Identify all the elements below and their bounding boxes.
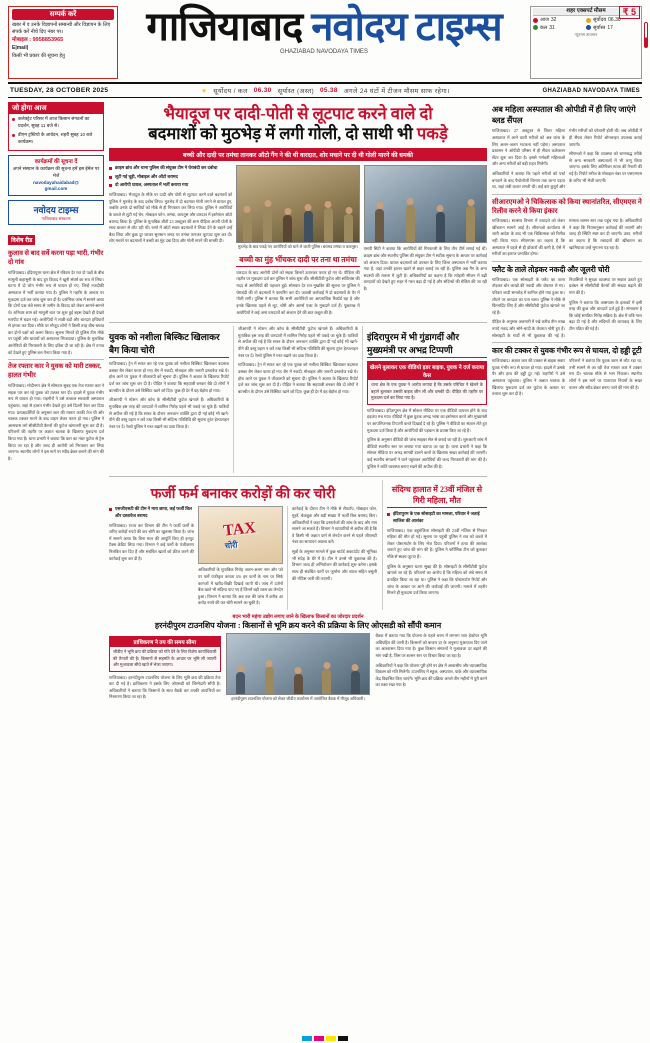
edition-logo-sub: गाजियाबाद संस्करण — [41, 216, 71, 222]
right-story-4-title: कार की टक्कर से युवक गंभीर रूप से घायल, दो हड्डी टूटी — [492, 346, 642, 356]
today-events-list — [12, 116, 100, 146]
right-story-2-body: गाजियाबाद। स्वास्थ्य विभाग में तबादले को लेकर खींचतान सामने आई है। सीएमओ कार्यालय से जारी आदेश के बाद भी एक चिकित्सक को रिलीव नहीं किया गया। सीएमएस का कहना है कि अस्पताल में पहले से ही डॉक्टरों की कमी है, ऐसे में मरीजों का इलाज प्रभावित होगा। — [492, 218, 565, 257]
main-column — [109, 102, 487, 1042]
fraud-body-3: कार्रवाई के दौरान टीम ने मौके से लैपटॉप, मोबाइल फोन, मुहरें, चेकबुक और बड़ी संख्या में फर्जी बिल बरामद किए। अधिकारियों ने कहा कि दस्तावेजों की जांच के बाद और नाम सामने आ सकते हैं। विभाग ने व्यापारियों से अपील की है कि वे किसी भी अज्ञात फर्म से लेनदेन करने से पहले जीएसटी नंबर का सत्यापन अवश्य करें। — [292, 506, 377, 545]
floor-story-title: संदिग्ध हालात में 23वीं मंजिल से गिरी महिला, मौत — [387, 484, 487, 508]
bottom-right-body-2: अधिकारियों ने कहा कि योजना पूरी होने पर क्षेत्र में आवासीय और व्यावसायिक विकास को गति मिलेगी। टाउनशिप में स्कूल, अस्पताल, पार्क और व्यावसायिक केंद्र विकसित किए जाएंगे। भूमि क्रय की प्रक्रिया अगले तीन महीनों में पूरी करने का लक्ष्य रखा गया है। — [375, 662, 487, 688]
lead-col-1 — [109, 165, 232, 319]
weather-value: 17 — [607, 24, 613, 31]
right-story-3-body-2: पीड़ित के अनुसार अलमारी में रखे करीब तीन लाख रुपये नकद और सोने-चांदी के जेवरात चोरी हुए हैं। सोसाइटी के गार्डों से भी पूछताछ की गई है। निवासियों ने सुरक्षा व्यवस्था पर सवाल उठाते हुए प्रबंधन से सीसीटीवी कैमरों की संख्या बढ़ाने की मांग की है। — [492, 276, 642, 338]
left-story-1-body: गाजियाबाद। इंदिरापुरम थाना क्षेत्र में रविवार देर रात दो पक्षों के बीच मामूली कहासुनी के बाद हुए विवाद ने खूनी संघर्ष का रूप ले लिया। घटना में दो लोग गंभीर रूप से घायल हो गए, जिन्हें नजदीकी अस्पताल में भर्ती कराया गया है। पुलिस ने तहरीर के आधार पर मुकदमा दर्ज कर जांच शुरू कर दी है। प्रारंभिक जांच में सामने आया कि दोनों पक्ष लंबे समय से जमीन के विवाद को लेकर आमने-सामने थे। शनिवार शाम को मामूली बात पर शुरू हुई बहस देखते ही देखते मारपीट में बदल गई। आरोपियों ने लाठी-डंडों और धारदार हथियारों से हमला कर दिया। मौके पर मौजूद लोगों ने किसी तरह बीच-बचाव कर दोनों पक्षों को अलग किया। सूचना मिलते ही पुलिस टीम मौके पर पहुंची और घायलों को अस्पताल भिजवाया। पुलिस के मुताबिक आरोपियों की गिरफ्तारी के लिए दबिश दी जा रही है। क्षेत्र में तनाव को देखते हुए पुलिस बल तैनात किया गया है। — [8, 270, 104, 355]
mid-story-2-inset — [367, 361, 487, 405]
lead-subheadline: बच्ची और दादी पर तमंचा तानकर ऑटो गैंग ने की थी वारदात, शोर मचाने पर दी थी गोली मारने की धमकी — [109, 148, 487, 161]
right-story-1-body-3: सीएमओ ने कहा कि व्यवस्था को चरणबद्ध तरीके से अन्य सरकारी अस्पतालों में भी लागू किया जाएगा। इसके लिए अतिरिक्त स्टाफ की तैनाती की गई है। रिपोर्ट मरीज के मोबाइल नंबर पर एसएमएस के जरिए भी भेजी जाएगी। — [569, 151, 642, 183]
right-story-3 — [492, 265, 642, 339]
left-story-2-title: तेज रफ्तार कार ने युवक को मारी टक्कर, हालत गंभीर — [8, 363, 102, 380]
masthead — [8, 6, 642, 84]
bottom-strip — [109, 614, 487, 704]
fraud-row — [109, 480, 487, 610]
fraud-body-2: अधिकारियों के मुताबिक गिरोह अलग-अलग नाम और पते पर फर्में पंजीकृत कराता था। इन फर्मों के नाम पर सिर्फ कागजों में खरीद-बिक्री दिखाई जाती थी। जांच में दर्जनों बैंक खाते भी संदिग्ध पाए गए हैं जिनमें बड़ी रकम का लेनदेन हुआ। विभाग ने बताया कि अब तक की जांच में करीब 40 करोड़ रुपये की कर चोरी सामने आ चुकी है। — [198, 567, 283, 606]
fraud-col-2 — [198, 506, 283, 610]
promo-title: सम्पर्क करें — [12, 9, 114, 20]
divider — [8, 359, 104, 360]
tax-art-main: TAX — [222, 519, 257, 540]
mid-story-1-body-2: जीआरपी ने स्टेशन और कोच के सीसीटीवी फुटेज खंगाले हैं। अधिकारियों के मुताबिक इस तरह की वारदातों में शामिल गिरोह पहले भी पकड़े जा चुके हैं। यात्रियों से अपील की गई है कि सफर के दौरान अनजान व्यक्ति द्वारा दी गई कोई भी खाने-पीने की वस्तु ग्रहण न करें तथा किसी भी संदिग्ध गतिविधि की सूचना तुरंत हेल्पलाइन नंबर पर दें। रेलवे पुलिस ने गश्त बढ़ाने का दावा किया है। — [109, 397, 229, 429]
moon-icon — [586, 25, 591, 30]
paper-title-main: गाजियाबाद — [146, 4, 303, 49]
fraud-story — [109, 480, 377, 610]
fraud-headline: फर्जी फर्म बनाकर करोड़ों की कर चोरी — [150, 487, 336, 503]
sun-icon — [586, 18, 591, 23]
cover-price: ₹ 5 — [619, 6, 640, 19]
right-story-3-body-3: पुलिस ने बताया कि आसपास के इलाकों में इसी तरह की कुछ और वारदातें दर्ज हुई हैं। संभावना है कि कोई संगठित गिरोह सक्रिय है। क्षेत्र में रात्रि गश्त बढ़ा दी गई है और संदिग्धों की धरपकड़ के लिए टीम गठित की गई है। — [569, 299, 642, 332]
fraud-body-4: सूत्रों के अनुसार मामले में कुछ चार्टर्ड अकाउंटेंट की भूमिका भी संदेह के घेरे में है। टीम ने उनसे भी पूछताछ की है। विभाग जल्द ही अभियोजन की कार्रवाई शुरू करेगा। इसके साथ ही संबंधित फर्मों पर जुर्माना और ब्याज सहित वसूली की नोटिस जारी की जाएगी। — [292, 549, 377, 581]
editors-pick-label: विशेष रीड — [8, 235, 35, 245]
left-story-1-title: कुलाव से बाद सर्वे करना पड़ा भारी, गंभीर दो गांव — [8, 250, 104, 267]
lead-photo-caption: मुठभेड़ के बाद पकड़े गए आरोपियों को थाने ले जाती पुलिस। बरामद तमंचा व कारतूस। — [238, 244, 358, 250]
fraud-body-1: गाजियाबाद। राज्य कर विभाग की टीम ने फर्जी फर्मों के जरिए करोड़ों रुपये की कर चोरी का खुलासा किया है। जांच में सामने आया कि बिना माल की आपूर्ति किए ही इनपुट टैक्स क्रेडिट लिया गया। विभाग ने कई फर्मों के पंजीकरण निलंबित कर दिए हैं और संबंधित खातों को फ्रीज करने की कार्रवाई शुरू कर दी है। — [109, 522, 194, 561]
tax-art-sub: चोरी — [224, 540, 239, 551]
lead-three-col — [109, 165, 487, 319]
bottom-headline: हरनंदीपुरम टाउनशिप योजना : किसानों से भूमि क्रय करने की प्रक्रिया के लिए ओएसडी को सौंपी कमान — [154, 621, 442, 631]
list-item: दो आरोपी घायल, अस्पताल में भर्ती कराया गया — [109, 182, 232, 189]
floor-story — [382, 480, 487, 610]
edition-logo-main: नवोदय टाइम्स — [33, 205, 79, 216]
weather-value: 31 — [549, 24, 555, 31]
right-story-1 — [492, 105, 642, 191]
right-story-1-title: अब महिला अस्पताल की ओपीडी में ही लिए जाएंगे ब्लड सैंपल — [492, 105, 636, 125]
right-story-4-body-2: परिजनों ने बताया कि युवक काम से लौट रहा था, तभी सामने से आ रही तेज रफ्तार कार ने टक्कर मार दी। चालक मौके से भाग निकला। स्थानीय लोगों ने इस मार्ग पर यातायात नियमों के सख्त पालन और स्पीड ब्रेकर बनाए जाने की मांग की है। — [569, 358, 642, 390]
sunrise-time: 06.30 — [253, 87, 272, 94]
lead-box-title: बच्ची का मुंह भींचकर दादी पर तना था तमंचा — [236, 255, 359, 267]
divider — [492, 261, 642, 262]
right-story-3-body: गाजियाबाद। एक सोसाइटी के फ्लैट का ताला तोड़कर चोर लाखों की नकदी और जेवरात ले गए। परिवार शादी समारोह में शामिल होने गया हुआ था। लौटने पर वारदात का पता चला। पुलिस ने मौके से फिंगरप्रिंट लिए हैं और सीसीटीवी फुटेज खंगाले जा रहे हैं। — [492, 276, 565, 315]
list-item: कलेक्ट्रेट परिसर में आज किसान संगठनों का प्रदर्शन, सुबह 11 बजे से। — [12, 116, 100, 130]
promo-line-1: खबर में व उनके विज्ञापनों सम्बन्धी और विज्ञापन के लिए संपर्क करें नीचे दिए नंबर पर। — [12, 22, 111, 36]
divider — [492, 342, 642, 343]
mid-story-1 — [109, 326, 229, 473]
right-story-2 — [492, 198, 642, 258]
bottom-note-title: प्राधिकरण ने तय की समय सीमा — [110, 637, 220, 647]
sunset-time: 05.38 — [320, 87, 338, 94]
weather-value: 32 — [550, 17, 557, 24]
thermometer-icon — [644, 22, 648, 48]
weather-heading: शहर एक्सपर्ट मौसम — [533, 8, 639, 16]
divider — [109, 322, 487, 323]
sunrise-label: सूर्योदय / कल — [213, 88, 248, 95]
mid-story-1-title: युवक को नशीला बिस्किट खिलाकर बैग किया चोरी — [109, 330, 229, 358]
bottom-left — [109, 633, 221, 704]
fraud-col-1 — [109, 506, 194, 610]
registration-color-bar — [302, 1036, 348, 1041]
list-item: क्राइम ब्रांच और थाना पुलिस की संयुक्त टीम ने घेराबंदी कर दबोचा — [109, 165, 232, 172]
mid-story-1-cont-body: जीआरपी ने स्टेशन और कोच के सीसीटीवी फुटेज खंगाले हैं। अधिकारियों के मुताबिक इस तरह की वारदातों में शामिल गिरोह पहले भी पकड़े जा चुके हैं। यात्रियों से अपील की गई है कि सफर के दौरान अनजान व्यक्ति द्वारा दी गई कोई भी खाने-पीने की वस्तु ग्रहण न करें तथा किसी भी संदिग्ध गतिविधि की सूचना तुरंत हेल्पलाइन नंबर पर दें। रेलवे पुलिस ने गश्त बढ़ाने का दावा किया है। — [238, 326, 358, 358]
bottom-photo-wrap — [226, 633, 371, 704]
bottom-note — [109, 636, 221, 672]
weather-label: सूर्यास्त — [593, 24, 606, 31]
bottom-photo — [226, 633, 371, 695]
weather-marquee: अगले 24 घंटों में टीजन मौसम साफ रहेगा। — [343, 88, 450, 95]
lead-col-2 — [236, 165, 359, 319]
floor-story-body: गाजियाबाद। एक बहुमंजिला सोसाइटी की 23वीं मंजिल से गिरकर महिला की मौत हो गई। सूचना पर पहुंची पुलिस ने शव को कब्जे में लेकर पोस्टमार्टम के लिए भेज दिया। परिजनों ने हत्या की आशंका जताते हुए जांच की मांग की है। पुलिस ने फॉरेंसिक टीम को बुलाकर मौके से साक्ष्य जुटाए हैं। — [387, 527, 487, 560]
weather-label: आज — [540, 17, 549, 24]
weather-label: कल — [540, 24, 548, 31]
list-item: इंदिरापुरम के एक सोसाइटी का मामला, परिवार ने जताई साजिश की आशंका — [387, 511, 487, 524]
sunset-label: सूर्यास्त (अस्त) — [277, 88, 314, 95]
sunrise-icon: ☀ — [201, 87, 208, 95]
weather-sub: न्यूनतम तापमान — [574, 32, 598, 38]
contact-promo-box — [8, 6, 118, 79]
submit-events-line: अपने संस्थान के कार्यक्रम की सूचना हमें इस ईमेल पर भेजें — [12, 165, 100, 178]
lead-body-a: गाजियाबाद। भैयादूज के मौके पर दादी और पोती से लूटपाट करने वाले बदमाशों को पुलिस ने मुठभेड़ के बाद दबोच लिया। मुठभेड़ में दो बदमाश गोली लगने से घायल हुए, जबकि उनके दो साथियों को मौके से ही गिरफ्तार कर लिया गया। पुलिस ने आरोपियों के कब्जे से लूटी गई चेन, मोबाइल फोन, तमंचा, कारतूस और वारदात में इस्तेमाल ऑटो बरामद किया है। पुलिस के मुताबिक बीती 23 अक्टूबर की शाम पीड़िता अपनी पोती के साथ बाजार से लौट रही थीं। रास्ते में ऑटो सवार बदमाशों ने लिफ्ट देने के बहाने उन्हें बैठा लिया और कुछ दूर जाकर सुनसान जगह पर तमंचा तानकर लूटपाट शुरू कर दी। शोर मचाने पर बदमाशों ने बच्ची का मुंह दबा दिया और गोली मारने की धमकी दी। — [109, 192, 233, 244]
right-column — [492, 102, 642, 1042]
right-story-1-body-2: अधिकारियों ने बताया कि पहले मरीजों को पर्चा बनवाने के बाद पैथोलॉजी विभाग तक जाना पड़ता था, जहां लंबी कतार लगती थी। कई बार बुजुर्ग और गंभीर मरीजों को परेशानी होती थी। अब ओपीडी में ही सैंपल लेकर रिपोर्ट ऑनलाइन उपलब्ध कराई जाएगी। — [492, 128, 642, 190]
lead-photo — [236, 165, 359, 243]
mid-story-2 — [362, 326, 487, 473]
mid-story-2-title: इंदिरापुरम में भी गुंडागर्दी और मुख्यमंत्री पर अभद्र टिप्पणी — [367, 330, 487, 358]
left-story-2-body: गाजियाबाद। मोदीनगर क्षेत्र में सोमवार सुबह एक तेज रफ्तार कार ने सड़क पार कर रहे युवक को टक्कर मार दी। हादसे में युवक गंभीर रूप से घायल हो गया। राहगीरों ने उसे तत्काल सरकारी अस्पताल पहुंचाया, जहां से हालत गंभीर देखते हुए उसे दिल्ली रेफर कर दिया गया। प्रत्यक्षदर्शियों के अनुसार कार की रफ्तार काफी तेज थी और चालक टक्कर मारने के बाद वाहन लेकर फरार हो गया। पुलिस ने आसपास लगे सीसीटीवी कैमरों की फुटेज खंगालनी शुरू कर दी है। परिजनों की तहरीर पर अज्ञात चालक के खिलाफ मुकदमा दर्ज किया गया है। थाना प्रभारी ने बताया कि कार का नंबर फुटेज से ट्रेस किया जा रहा है और जल्द ही आरोपी को गिरफ्तार कर लिया जाएगा। स्थानीय लोगों ने इस मार्ग पर स्पीड ब्रेकर बनाने की मांग की है। — [8, 383, 104, 461]
right-story-1-body: गाजियाबाद। 27 अक्टूबर से जिला महिला अस्पताल में आने वाली मरीजों को अब जांच के लिए अलग-अलग भटकना नहीं पड़ेगा। अस्पताल प्रशासन ने ओपीडी परिसर में ही सैंपल कलेक्शन सेंटर शुरू कर दिया है। इससे गर्भवती महिलाओं और अन्य मरीजों को बड़ी राहत मिलेगी। — [492, 128, 565, 167]
left-story-1 — [8, 250, 104, 356]
mid-story-2-body-2: पुलिस के अनुसार वीडियो की जांच साइबर सेल से कराई जा रही है। शुरुआती जांच में वीडियो स्थानीय स्तर पर बनाया गया बताया जा रहा है। थाना प्रभारी ने कहा कि सोशल मीडिया पर अभद्र सामग्री डालने वालों के खिलाफ सख्त कार्रवाई की जाएगी। कई स्थानीय संगठनों ने थाने पहुंचकर आरोपियों की जल्द गिरफ्तारी की मांग की है। पुलिस ने शांति व्यवस्था बनाए रखने की अपील की है। — [367, 437, 487, 469]
fraud-col-3 — [287, 506, 377, 610]
list-item: लूटी गई चूड़ी, मोबाइल और ऑटो बरामद — [109, 174, 232, 181]
floor-story-body-2: पुलिस के अनुसार घटना सुबह की है। सोसाइटी के सीसीटीवी फुटेज खंगाले जा रहे हैं। परिजनों का आरोप है कि महिला को लंबे समय से प्रताड़ित किया जा रहा था। पुलिस ने कहा कि पोस्टमार्टम रिपोर्ट और जांच के आधार पर आगे की कार्रवाई की जाएगी। मामले में तहरीर मिलते ही मुकदमा दर्ज किया जाएगा। — [387, 563, 487, 596]
lead-headline — [109, 104, 487, 144]
lead-headline-line-2: बदमाशों को मुठभेड़ में लगी गोली, दो साथी भी — [148, 124, 413, 144]
divider — [109, 476, 487, 477]
issue-date: TUESDAY, 28 OCTOBER 2025 — [10, 87, 109, 94]
today-events-box — [8, 102, 104, 151]
bottom-photo-caption: हरनंदीपुरम टाउनशिप योजना को लेकर जीडीए कार्यालय में आयोजित बैठक में मौजूद अधिकारी। — [231, 696, 365, 702]
list-item: डीएम ट्रस्टियो के आवेदन, शहरी सुबह 10 बजे कार्यक्रम। — [12, 132, 100, 146]
paper-tagline: GHAZIABAD NAVODAYA TIMES — [280, 49, 368, 55]
bottom-right-body: बैठक में बताया गया कि योजना के पहले चरण में लगभग 500 हेक्टेयर भूमि अधिग्रहित की जानी है। किसानों को बाजार दर के अनुरूप मुआवजा दिए जाने का आश्वासन दिया गया है। कुछ किसान संगठनों ने मुआवजा दर बढ़ाने की मांग रखी है, जिस पर शासन स्तर पर विचार किया जा रहा है। — [375, 633, 487, 658]
masthead-title-block — [118, 6, 530, 79]
promo-note: किसी भी प्रकार की सूचना हेतु — [12, 53, 65, 60]
right-story-4 — [492, 346, 642, 398]
weather-label: सूर्योदय — [593, 17, 607, 24]
weather-dot-icon — [533, 25, 538, 30]
weather-row — [533, 25, 586, 32]
tax-illustration — [198, 506, 283, 564]
mid-story-2-body: गाजियाबाद। इंदिरापुरम क्षेत्र में सोशल मीडिया पर एक वीडियो वायरल होने के बाद हड़कंप मच गया। वीडियो में कुछ युवक अभद्र भाषा का इस्तेमाल करते और मुख्यमंत्री पर आपत्तिजनक टिप्पणी करते दिखाई दे रहे हैं। पुलिस ने वीडियो का संज्ञान लेते हुए मुकदमा दर्ज किया है और आरोपियों की पहचान के प्रयास किए जा रहे हैं। — [367, 407, 487, 433]
left-story-2 — [8, 363, 104, 462]
mid-story-2-inset-body: थाना क्षेत्र के एक युवक ने आरोप लगाया है कि उसके परिचित ने खेलने के बहाने बुलाकर उसकी बाइक छीन ली और धमकी दी। पीड़ित की तहरीर पर मुकदमा दर्ज कर लिया गया है। — [371, 382, 483, 401]
mid-story-1-body: गाजियाबाद। ट्रेन में सफर कर रहे एक युवक को नशीला बिस्किट खिलाकर बदमाश उसका बैग लेकर फरार हो गए। बैग में नकदी, मोबाइल और जरूरी दस्तावेज रखे थे। होश आने पर युवक ने जीआरपी को सूचना दी। पुलिस ने अज्ञात के खिलाफ रिपोर्ट दर्ज कर जांच शुरू कर दी है। पीड़ित ने बताया कि सहयात्री बनकर बैठे दो लोगों ने बातचीत के दौरान उसे बिस्किट खाने को दिए। कुछ ही देर में वह बेहोश हो गया। — [109, 361, 229, 393]
page-content — [8, 102, 642, 1042]
paper-name-small: GHAZIABAD NAVODAYA TIMES — [542, 87, 640, 94]
sun-times — [201, 86, 450, 95]
submit-events-mail-2[interactable]: gmail.com — [44, 186, 68, 192]
lead-headline-line-1: भैयादूज पर दादी-पोती से लूटपाट करने वाले दो — [163, 104, 433, 123]
paper-title — [122, 6, 526, 48]
date-bar — [8, 84, 642, 98]
weather-row — [533, 17, 586, 24]
right-story-3-title: फ्लैट के ताले तोड़कर नकदी और जूलरी चोरी — [492, 264, 610, 274]
bottom-right — [375, 633, 487, 704]
mid-story-1-cont — [233, 326, 358, 473]
lead-kicker-list — [109, 165, 232, 189]
floor-story-kickers — [387, 511, 487, 524]
submit-events-heading: कार्यक्रमों की सूचना दें — [34, 158, 78, 165]
mid-story-2-inset-title: खेलने बुलाकर एक वीडियो इडर बाइक, युवक ने दर्ज कराया केस — [368, 362, 486, 380]
weather-value: 06.30 — [608, 17, 621, 24]
weather-row — [586, 25, 639, 32]
fraud-kicker-list — [109, 506, 194, 519]
weather-dot-icon — [533, 18, 538, 23]
divider — [492, 194, 642, 195]
bottom-left-body: गाजियाबाद। हरनंदीपुरम टाउनशिप योजना के लिए भूमि क्रय की प्रक्रिया तेज कर दी गई है। प्राधिकरण ने इसके लिए ओएसडी को जिम्मेदारी सौंपी है। अधिकारियों ने बताया कि किसानों के साथ बैठकें कर उनकी आपत्तियों का निस्तारण किया जा रहा है। — [109, 674, 221, 700]
paper-title-accent: नवोदय टाइम्स — [311, 4, 502, 49]
right-story-2-body-2: मामला शासन स्तर तक पहुंच गया है। अधिकारियों ने कहा कि नियमानुसार कार्रवाई की जाएगी और जल्द ही स्थिति स्पष्ट कर दी जाएगी। उधर, मरीजों का कहना है कि तबादलों की खींचतान का खामियाजा उन्हें भुगतना पड़ रहा है। — [569, 218, 642, 250]
lead-body-b: वारदात के बाद आरोपी दोनों को सड़क किनारे उतारकर फरार हो गए थे। पीड़िता की तहरीर पर मुकदमा दर्ज कर पुलिस ने जांच शुरू की। सीसीटीवी फुटेज और सर्विलांस की मदद से आरोपियों की पहचान हुई। सोमवार देर रात मुखबिर की सूचना पर पुलिस ने घेराबंदी की तो बदमाशों ने फायरिंग कर दी। जवाबी कार्रवाई में दो बदमाशों के पैर में गोली लगी। पुलिस ने बताया कि सभी आरोपियों का आपराधिक रिकॉर्ड रहा है और इनके खिलाफ पहले से लूट, चोरी और आर्म्स एक्ट के मुकदमे दर्ज हैं। पूछताछ में आरोपियों ने कई अन्य वारदातों को अंजाम देने की बात कबूल की है। — [236, 269, 360, 315]
submit-events-mail-1[interactable]: navodayahaidabad@ — [33, 179, 79, 185]
left-rail — [8, 102, 104, 1042]
list-item: एसजीएसटी की टीम ने मारा छापा, कई फर्जी बिल और दस्तावेज बरामद — [109, 506, 194, 519]
today-events-title: जो होगा आज — [9, 103, 103, 114]
right-story-2-title: सीआरएमओ ने चिकित्सक को किया स्थानांतरित, सीएमएस ने रिलीव करने से किया इंकार — [492, 197, 642, 216]
lead-photo-secondary — [364, 165, 487, 243]
promo-mail-label: E|mail| — [12, 45, 29, 52]
mid-story-1-cont-body-2: गाजियाबाद। ट्रेन में सफर कर रहे एक युवक को नशीला बिस्किट खिलाकर बदमाश उसका बैग लेकर फरार हो गए। बैग में नकदी, मोबाइल और जरूरी दस्तावेज रखे थे। होश आने पर युवक ने जीआरपी को सूचना दी। पुलिस ने अज्ञात के खिलाफ रिपोर्ट दर्ज कर जांच शुरू कर दी है। पीड़ित ने बताया कि सहयात्री बनकर बैठे दो लोगों ने बातचीत के दौरान उसे बिस्किट खाने को दिए। कुछ ही देर में वह बेहोश हो गया। — [238, 362, 358, 394]
lead-col-3 — [364, 165, 487, 319]
bottom-note-body: जीडीए ने भूमि क्रय की प्रक्रिया को गति देने के लिए विशेष कार्याधिकारी की तैनाती की है। किसानों से सहमति के आधार पर भूमि ली जाएगी और मुआवजा सीधे खाते में भेजा जाएगा। — [113, 649, 217, 668]
right-story-4-body: गाजियाबाद। अज्ञात कार की टक्कर से बाइक सवार युवक गंभीर रूप से घायल हो गया। हादसे में उसके पैर और हाथ की हड्डी टूट गई। राहगीरों ने उसे अस्पताल पहुंचाया। पुलिस ने अज्ञात चालक के खिलाफ मुकदमा दर्ज कर फुटेज के आधार पर तलाश शुरू कर दी है। — [492, 358, 565, 397]
promo-phone: मोबाइल : 9958853965 — [12, 36, 64, 43]
lead-body-c: एसपी सिटी ने बताया कि आरोपियों की गिरफ्तारी के लिए तीन टीमें लगाई गई थीं। क्राइम ब्रांच और स्थानीय पुलिस की संयुक्त टीम ने सटीक सूचना के आधार पर कार्रवाई को अंजाम दिया। घायल बदमाशों को उपचार के लिए जिला अस्पताल में भर्ती कराया गया है, जहां उनकी हालत खतरे से बाहर बताई जा रही है। पुलिस अब गैंग के अन्य सदस्यों की तलाश में जुटी है। अधिकारियों का कहना है कि त्योहारी सीजन में बढ़ी वारदातों को देखते हुए शहर में गश्त बढ़ा दी गई है और संदिग्धों की चेकिंग की जा रही है। — [363, 246, 487, 291]
lead-headline-line-3: पकड़े — [416, 124, 448, 144]
mid-stories-row — [109, 326, 487, 473]
edition-logo — [8, 200, 104, 225]
bottom-kicker: बदन भारी महंगा उद्योग लगाए जाने के खिलाफ किसानों का जोरदार प्रदर्शन — [232, 614, 364, 621]
submit-events-box — [8, 155, 104, 197]
